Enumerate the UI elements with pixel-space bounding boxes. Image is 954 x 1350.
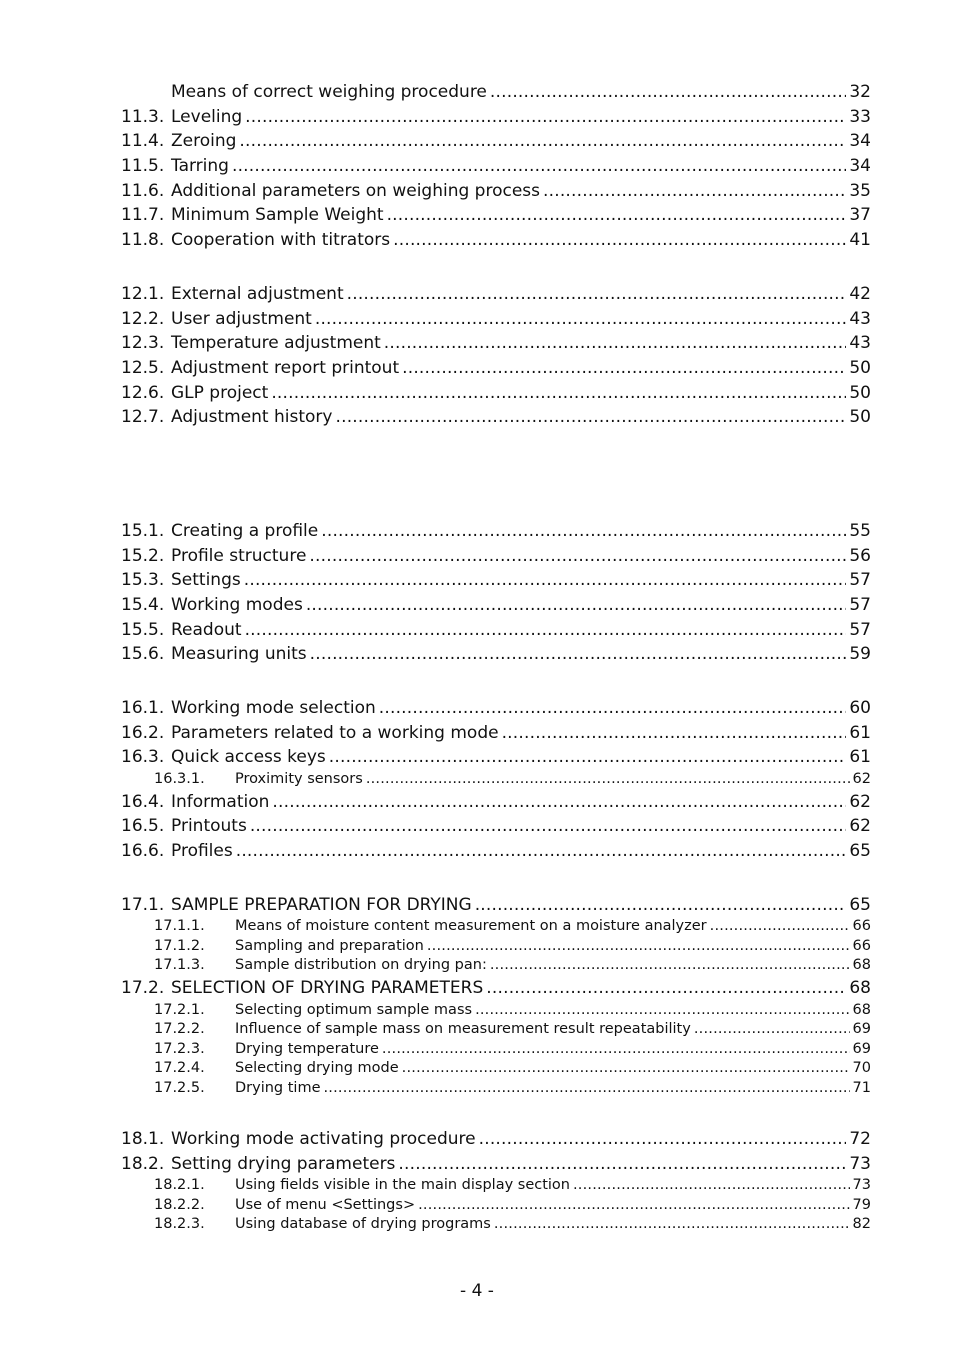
toc-subentry[interactable] [121, 1196, 871, 1216]
toc-dot-leader [490, 80, 846, 105]
toc-dot-leader [324, 1079, 850, 1099]
toc-dot-leader [306, 593, 847, 618]
toc-dot-leader [384, 331, 847, 356]
toc-dot-leader [543, 179, 846, 204]
toc-entry-page: 32 [849, 82, 871, 102]
toc-entry-page: 50 [849, 407, 871, 428]
toc-entry-number: 15.5. [121, 619, 165, 640]
toc-entry-page: 71 [852, 1079, 871, 1096]
toc-entry-title: Influence of sample mass on measurement result repeatability [235, 1021, 691, 1038]
toc-entry-number: 11.4. [121, 131, 165, 152]
toc-entry-title: Measuring units [171, 644, 307, 665]
toc-subentry[interactable] [121, 1020, 871, 1040]
toc-entry-title: Selecting optimum sample mass [235, 1001, 473, 1018]
toc-entry-number: 11.7. [121, 205, 165, 226]
toc-entry-number: 17.2.3. [154, 1040, 205, 1057]
toc-entry-number: 17.1.2. [154, 937, 205, 954]
toc-entry-title: Tarring [171, 156, 229, 177]
toc-entry-number: 12.1. [121, 283, 165, 304]
toc-subentry[interactable] [121, 1176, 871, 1196]
toc-dot-leader [694, 1020, 850, 1040]
toc-entry[interactable] [121, 80, 871, 105]
toc-entry-title: Information [171, 791, 270, 812]
toc-entry[interactable] [121, 618, 871, 643]
toc-entry-title: Profile structure [171, 545, 307, 566]
toc-dot-leader [393, 228, 846, 253]
toc-entry-title: Adjustment history [171, 407, 333, 428]
toc-entry-title: Cooperation with titrators [171, 230, 391, 251]
toc-dot-leader [244, 568, 847, 593]
toc-entry[interactable] [121, 642, 871, 667]
toc-entry-page: 69 [852, 1040, 871, 1057]
toc-entry-title: Means of correct weighing procedure [171, 82, 487, 102]
toc-section [121, 519, 871, 667]
toc-dot-leader [573, 1176, 850, 1196]
toc-entry[interactable] [121, 1152, 871, 1177]
toc-dot-leader [382, 1040, 850, 1060]
toc-entry[interactable] [121, 105, 871, 130]
toc-entry-number: 15.2. [121, 545, 165, 566]
toc-entry-page: 68 [849, 977, 871, 998]
toc-subentry[interactable] [121, 937, 871, 957]
toc-section [121, 80, 871, 253]
toc-entry-number: 16.2. [121, 722, 165, 743]
toc-dot-leader [418, 1196, 849, 1216]
toc-entry-page: 65 [849, 841, 871, 861]
toc-entry[interactable] [121, 356, 871, 381]
toc-entry-page: 56 [849, 545, 871, 566]
toc-entry-title: SAMPLE PREPARATION FOR DRYING [171, 894, 472, 915]
toc-entry-title: SELECTION OF DRYING PARAMETERS [171, 977, 484, 998]
toc-entry-title: Drying temperature [235, 1040, 379, 1057]
toc-entry-page: 57 [849, 595, 871, 615]
toc-entry[interactable] [121, 129, 871, 154]
toc-entry-title: Means of moisture content measurement on a moisture analyzer [235, 918, 707, 935]
toc-entry-number: 18.2.2. [154, 1196, 205, 1213]
toc-entry[interactable] [121, 593, 871, 618]
section-spacer [121, 864, 871, 893]
toc-dot-leader [475, 893, 847, 918]
toc-entry-title: Printouts [171, 816, 247, 837]
toc-dot-leader [710, 917, 850, 937]
toc-entry-number: 18.1. [121, 1129, 165, 1150]
toc-entry[interactable] [121, 203, 871, 228]
section-spacer [121, 667, 871, 696]
toc-entry-page: 61 [849, 722, 871, 743]
toc-entry-page: 73 [849, 1153, 871, 1174]
toc-entry-number: 16.6. [121, 841, 165, 861]
toc-entry[interactable] [121, 544, 871, 569]
toc-entry-title: Readout [171, 619, 242, 640]
toc-entry-title: Temperature adjustment [171, 333, 381, 354]
toc-entry-number: 15.6. [121, 644, 165, 665]
toc-entry-number: 17.2.4. [154, 1060, 205, 1077]
toc-dot-leader [250, 814, 847, 839]
toc-entry-number: 17.1. [121, 894, 165, 915]
toc-entry-page: 69 [852, 1021, 871, 1038]
toc-subentry[interactable] [121, 917, 871, 937]
toc-subentry[interactable] [121, 956, 871, 976]
toc-entry[interactable] [121, 839, 871, 864]
toc-entry-page: 41 [849, 230, 871, 251]
toc-entry-title: GLP project [171, 382, 269, 403]
toc-entry-page: 66 [852, 918, 871, 935]
toc-entry-page: 82 [852, 1216, 871, 1233]
toc-entry-number: 16.3.1. [154, 771, 205, 788]
section-spacer [121, 1098, 871, 1127]
toc-entry-page: 68 [852, 957, 871, 974]
toc-entry-page: 34 [849, 156, 871, 177]
toc-entry-title: Selecting drying mode [235, 1060, 399, 1077]
toc-entry-number: 15.3. [121, 570, 165, 591]
toc-dot-leader [236, 839, 847, 864]
toc-dot-leader [315, 307, 847, 332]
toc-dot-leader [321, 519, 846, 544]
toc-entry-page: 50 [849, 382, 871, 403]
toc-entry-title: Zeroing [171, 131, 237, 152]
page-number: - 4 - [460, 1281, 494, 1301]
toc-entry-page: 73 [852, 1177, 871, 1194]
toc-entry-title: Adjustment report printout [171, 357, 400, 378]
toc-entry-title: External adjustment [171, 283, 344, 304]
toc-entry-number: 12.3. [121, 333, 165, 354]
toc-subentry[interactable] [121, 1001, 871, 1021]
toc-entry[interactable] [121, 179, 871, 204]
toc-entry[interactable] [121, 568, 871, 593]
toc-entry[interactable] [121, 154, 871, 179]
toc-entry-title: Working modes [171, 595, 303, 615]
toc-entry-page: 59 [849, 644, 871, 665]
toc-entry-title: Working mode selection [171, 698, 376, 719]
toc-entry-page: 72 [849, 1129, 871, 1150]
toc-dot-leader [475, 1001, 849, 1021]
toc-entry-title: Using fields visible in the main display section [235, 1177, 570, 1194]
toc-dot-leader [309, 544, 846, 569]
toc-entry[interactable] [121, 976, 871, 1001]
toc-dot-leader [479, 1127, 847, 1152]
toc-entry-title: Use of menu <Settings> [235, 1196, 416, 1213]
toc-entry-title: Working mode activating procedure [171, 1129, 476, 1150]
toc-dot-leader [239, 129, 846, 154]
toc-entry[interactable] [121, 893, 871, 918]
toc-section [121, 282, 871, 430]
toc-entry-title: Additional parameters on weighing process [171, 180, 541, 201]
toc-dot-leader [245, 618, 847, 643]
toc-dot-leader [427, 937, 850, 957]
toc-entry-title: User adjustment [171, 308, 312, 329]
toc-entry-number: 12.6. [121, 382, 165, 403]
toc-dot-leader [490, 956, 850, 976]
toc-entry-title: Leveling [171, 106, 243, 127]
toc-entry-title: Creating a profile [171, 520, 319, 541]
toc-entry-title: Settings [171, 570, 241, 591]
toc-entry-page: 43 [849, 308, 871, 329]
toc-entry-title: Using database of drying programs [235, 1216, 491, 1233]
section-spacer [121, 430, 871, 519]
toc-dot-leader [502, 721, 847, 746]
toc-entry-page: 60 [849, 698, 871, 719]
table-of-contents [121, 80, 871, 1235]
toc-dot-leader [402, 356, 846, 381]
toc-entry-page: 50 [849, 357, 871, 378]
toc-dot-leader [387, 203, 847, 228]
toc-entry-page: 57 [849, 619, 871, 640]
section-spacer [121, 253, 871, 282]
toc-entry[interactable] [121, 519, 871, 544]
toc-entry-number: 17.2.1. [154, 1001, 205, 1018]
toc-entry-number: 16.1. [121, 698, 165, 719]
toc-entry[interactable] [121, 745, 871, 770]
toc-entry-number: 16.4. [121, 791, 165, 812]
toc-dot-leader [366, 770, 850, 790]
toc-entry-number: 11.3. [121, 106, 165, 127]
toc-entry[interactable] [121, 790, 871, 815]
toc-dot-leader [232, 154, 846, 179]
toc-entry[interactable] [121, 405, 871, 430]
toc-entry-title: Parameters related to a working mode [171, 722, 499, 743]
toc-entry-number: 12.2. [121, 308, 165, 329]
toc-entry-number: 18.2. [121, 1153, 165, 1174]
toc-dot-leader [272, 790, 846, 815]
toc-dot-leader [335, 405, 846, 430]
toc-entry-page: 37 [849, 205, 871, 226]
toc-entry-number: 11.5. [121, 156, 165, 177]
toc-dot-leader [402, 1059, 850, 1079]
toc-section [121, 696, 871, 864]
toc-section [121, 1127, 871, 1235]
toc-dot-leader [347, 282, 847, 307]
toc-entry-number: 11.8. [121, 230, 165, 251]
toc-entry-page: 57 [849, 570, 871, 591]
toc-dot-leader [310, 642, 847, 667]
toc-entry-page: 68 [852, 1001, 871, 1018]
toc-entry-number: 18.2.1. [154, 1177, 205, 1194]
toc-entry[interactable] [121, 307, 871, 332]
toc-entry-page: 65 [849, 894, 871, 915]
toc-entry-number: 11.6. [121, 180, 165, 201]
toc-dot-leader [245, 105, 846, 130]
toc-entry-number: 12.5. [121, 357, 165, 378]
toc-entry[interactable] [121, 282, 871, 307]
toc-entry-page: 34 [849, 131, 871, 152]
toc-dot-leader [494, 1215, 850, 1235]
toc-entry-title: Sample distribution on drying pan: [235, 957, 487, 974]
toc-entry-number: 12.7. [121, 407, 165, 428]
toc-entry-number: 17.2.2. [154, 1021, 205, 1038]
toc-subentry[interactable] [121, 1059, 871, 1079]
toc-entry[interactable] [121, 1127, 871, 1152]
toc-entry-title: Quick access keys [171, 747, 326, 768]
toc-entry-number: 17.1.3. [154, 957, 205, 974]
toc-entry-title: Setting drying parameters [171, 1153, 396, 1174]
toc-entry-number: 17.2. [121, 977, 165, 998]
toc-entry-page: 61 [849, 747, 871, 768]
toc-entry-page: 70 [852, 1060, 871, 1077]
toc-entry-title: Profiles [171, 841, 233, 861]
toc-section [121, 893, 871, 1098]
toc-entry[interactable] [121, 721, 871, 746]
toc-entry-page: 33 [849, 106, 871, 127]
toc-subentry[interactable] [121, 1040, 871, 1060]
toc-dot-leader [329, 745, 847, 770]
toc-entry[interactable] [121, 228, 871, 253]
toc-entry-page: 62 [849, 791, 871, 812]
toc-entry-page: 55 [849, 520, 871, 541]
toc-subentry[interactable] [121, 1215, 871, 1235]
toc-entry-number: 17.2.5. [154, 1079, 205, 1096]
toc-subentry[interactable] [121, 770, 871, 790]
toc-entry-page: 66 [852, 937, 871, 954]
toc-entry-number: 16.3. [121, 747, 165, 768]
toc-entry[interactable] [121, 814, 871, 839]
toc-dot-leader [379, 696, 847, 721]
toc-entry-page: 43 [849, 333, 871, 354]
toc-entry-title: Sampling and preparation [235, 937, 424, 954]
toc-entry[interactable] [121, 696, 871, 721]
toc-entry-number: 17.1.1. [154, 918, 205, 935]
toc-entry-number: 15.4. [121, 595, 165, 615]
toc-entry-page: 62 [849, 816, 871, 837]
toc-dot-leader [398, 1152, 846, 1177]
toc-entry-title: Proximity sensors [235, 771, 363, 788]
toc-dot-leader [271, 381, 846, 406]
toc-entry-number: 16.5. [121, 816, 165, 837]
toc-entry-number: 18.2.3. [154, 1216, 205, 1233]
toc-entry[interactable] [121, 381, 871, 406]
toc-entry-page: 62 [852, 771, 871, 788]
toc-entry-title: Drying time [235, 1079, 321, 1096]
toc-entry-page: 35 [849, 180, 871, 201]
toc-dot-leader [486, 976, 846, 1001]
toc-entry-page: 42 [849, 283, 871, 304]
toc-entry-number: 15.1. [121, 520, 165, 541]
toc-subentry[interactable] [121, 1079, 871, 1099]
toc-entry[interactable] [121, 331, 871, 356]
toc-entry-title: Minimum Sample Weight [171, 205, 384, 226]
toc-entry-page: 79 [852, 1196, 871, 1213]
